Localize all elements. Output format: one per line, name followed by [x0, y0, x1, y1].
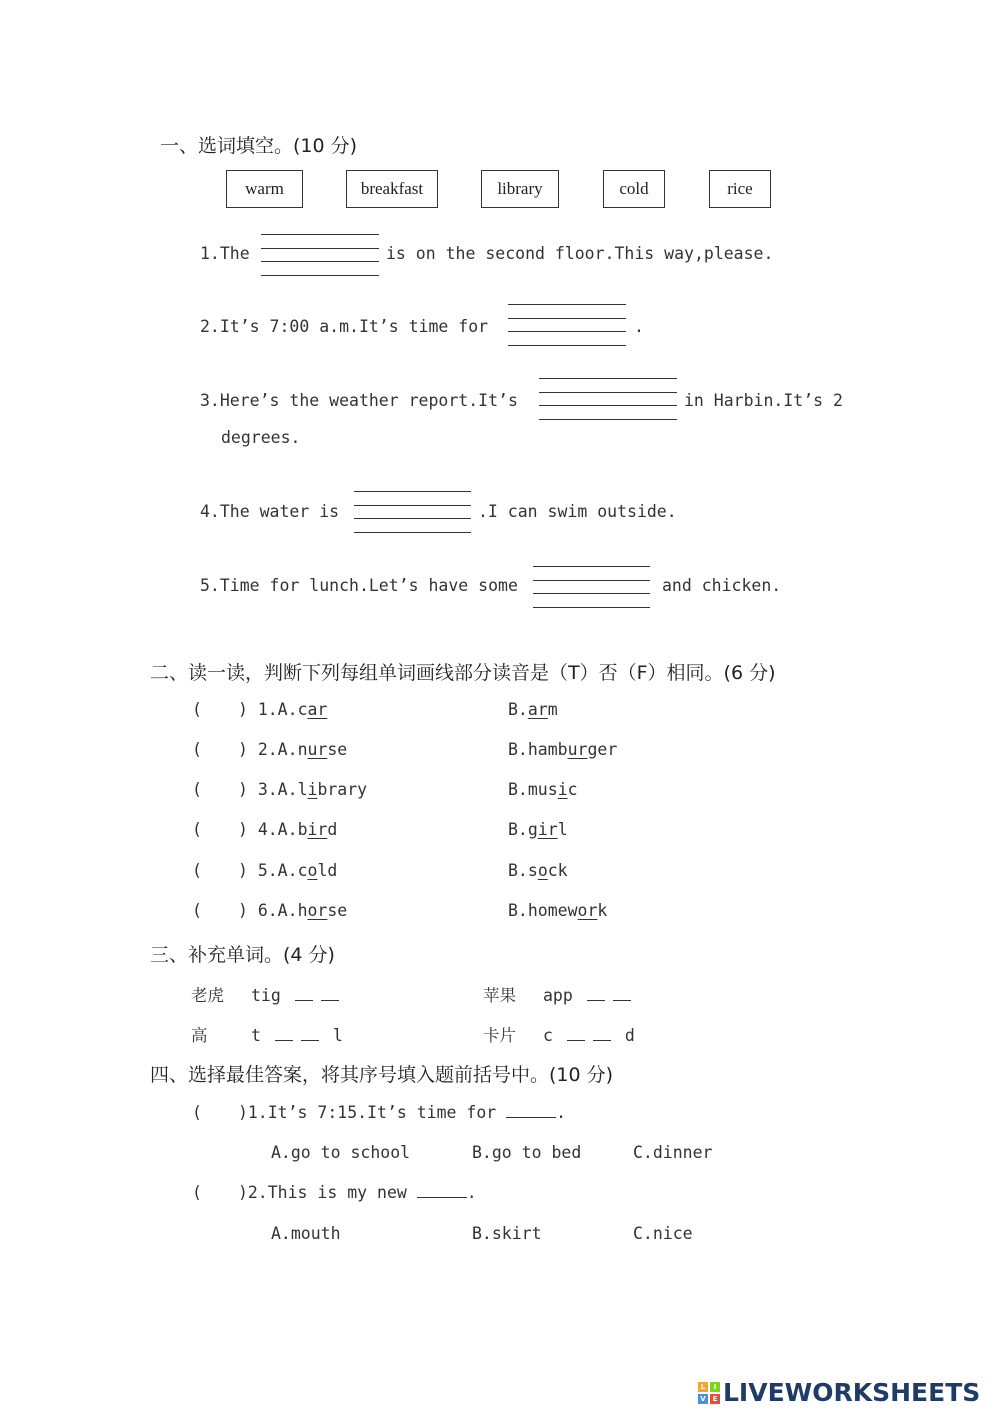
option-b-post: ger [587, 740, 618, 759]
q2-after: . [634, 317, 644, 336]
s3-tiger-blank-1[interactable] [295, 988, 313, 1001]
word-bank-cold[interactable]: cold [603, 170, 665, 208]
option-b-word [508, 820, 568, 839]
word-bank-rice[interactable]: rice [709, 170, 771, 208]
s3-item-apple[interactable] [483, 982, 635, 1006]
logo-icon-cell: V [698, 1394, 708, 1404]
row-paren-open[interactable]: ( [192, 861, 202, 880]
option-b-pre: g [527, 820, 538, 839]
q5-answer-blank[interactable] [533, 566, 650, 608]
option-a-post: ld [317, 861, 338, 880]
option-a-underlined: i [307, 780, 318, 799]
s3-tiger-zh: 老虎 [191, 986, 224, 1005]
option-a-underlined: ar [307, 700, 328, 719]
s3-item-tall[interactable] [191, 1022, 343, 1046]
s4-q2-paren-open[interactable]: ( [192, 1183, 202, 1202]
option-a-underlined: o [307, 861, 318, 880]
s3-tall-blank-2[interactable] [301, 1028, 319, 1041]
option-b-underlined: i [557, 780, 568, 799]
q5-before: 5.Time for lunch.Let’s have some [200, 576, 518, 595]
liveworksheets-logo[interactable] [698, 1378, 980, 1407]
q2-answer-blank[interactable] [508, 304, 626, 346]
word-bank-breakfast[interactable]: breakfast [346, 170, 438, 208]
word-bank-library[interactable]: library [481, 170, 559, 208]
s4-q1 [192, 1103, 566, 1122]
option-b-post: ck [547, 861, 568, 880]
option-b-underlined: o [537, 861, 548, 880]
option-b-word [508, 861, 568, 880]
row-paren-close[interactable]: ) [237, 740, 248, 759]
section4-heading: 四、选择最佳答案，将其序号填入题前括号中。(10 分) [150, 1064, 614, 1086]
row-paren-open[interactable]: ( [192, 740, 202, 759]
row-num: 4.A. [257, 820, 298, 839]
option-b-pre: homew [527, 901, 578, 920]
q5-after: and chicken. [662, 576, 782, 595]
s3-card-blank-1[interactable] [567, 1028, 585, 1041]
logo-icon-cell: L [698, 1382, 708, 1392]
pronunciation-row [192, 901, 347, 920]
s4-q1-paren-open[interactable]: ( [192, 1103, 202, 1122]
s3-card-suffix: d [624, 1026, 635, 1045]
option-a-post: d [327, 820, 338, 839]
option-a-underlined: ur [307, 740, 328, 759]
row-num: 3.A. [257, 780, 298, 799]
s4-q1-text: 1.It’s 7:15.It’s time for [247, 1103, 497, 1122]
q3-answer-blank[interactable] [539, 378, 677, 420]
option-a-post: se [327, 740, 348, 759]
option-b-pre: mus [527, 780, 558, 799]
option-b-word [508, 740, 617, 759]
row-paren-close[interactable]: ) [237, 700, 248, 719]
logo-icon-cell: I [710, 1382, 720, 1392]
option-b-post: m [547, 700, 558, 719]
pronunciation-row [192, 740, 347, 759]
option-a-pre: b [297, 820, 308, 839]
option-b-word [508, 700, 558, 719]
option-a-pre: l [297, 780, 308, 799]
row-num: 6.A. [257, 901, 298, 920]
s4-q1-blank[interactable] [506, 1103, 556, 1118]
option-a-pre: h [297, 901, 308, 920]
row-paren-close[interactable]: ) [237, 861, 248, 880]
pronunciation-row [192, 820, 337, 839]
q1-after: is on the second floor.This way,please. [386, 244, 774, 263]
s4-q1-option-c[interactable]: C.dinner [633, 1143, 713, 1162]
option-b-word [508, 901, 607, 920]
pronunciation-row [192, 861, 337, 880]
option-a-underlined: or [307, 901, 328, 920]
option-b-post: l [557, 820, 568, 839]
option-a-underlined: ir [307, 820, 328, 839]
q3-before: 3.Here’s the weather report.It’s [200, 391, 518, 410]
s4-q2 [192, 1183, 477, 1202]
s4-q2-text: 2.This is my new [247, 1183, 407, 1202]
section1-heading: 一、选词填空。(10 分) [160, 135, 358, 157]
s3-card-blank-2[interactable] [593, 1028, 611, 1041]
s3-card-prefix: c [543, 1026, 553, 1045]
logo-icon-cell: E [710, 1394, 720, 1404]
q1-before: 1.The [200, 244, 250, 263]
row-num: 5.A. [257, 861, 298, 880]
option-b-pre: hamb [527, 740, 568, 759]
option-b-underlined: ar [527, 700, 548, 719]
row-paren-open[interactable]: ( [192, 820, 202, 839]
row-paren-close[interactable]: ) [237, 820, 248, 839]
s4-q2-paren-close[interactable]: ) [237, 1183, 248, 1202]
s3-apple-zh: 苹果 [483, 986, 516, 1005]
q4-after: .I can swim outside. [478, 502, 677, 521]
q3-after: in Harbin.It’s 2 [684, 391, 843, 410]
row-paren-close[interactable]: ) [237, 780, 248, 799]
s3-tall-prefix: t [251, 1026, 261, 1045]
option-b-word [508, 780, 578, 799]
option-a-pre: n [297, 740, 308, 759]
s4-q1-option-a[interactable]: A.go to school [271, 1143, 411, 1162]
q4-before: 4.The water is [200, 502, 340, 521]
option-b-underlined: ir [537, 820, 558, 839]
option-b-underlined: or [577, 901, 598, 920]
liveworksheets-logo-icon [698, 1382, 720, 1404]
row-paren-open[interactable]: ( [192, 700, 202, 719]
s4-q1-paren-close[interactable]: ) [237, 1103, 248, 1122]
row-num: 1.A. [257, 700, 298, 719]
s3-tiger-prefix: tig [251, 986, 281, 1005]
row-paren-open[interactable]: ( [192, 780, 202, 799]
option-b-underlined: ur [567, 740, 588, 759]
s3-item-card[interactable] [483, 1022, 635, 1046]
row-paren-close[interactable]: ) [237, 901, 248, 920]
option-b-label: B. [508, 780, 528, 799]
option-a-word [298, 901, 348, 920]
pronunciation-row [192, 700, 327, 719]
s3-apple-prefix: app [543, 986, 573, 1005]
option-a-word [298, 861, 338, 880]
option-a-word [298, 700, 328, 719]
s4-q2-option-a[interactable]: A.mouth [271, 1224, 341, 1243]
option-b-post: c [567, 780, 578, 799]
s3-apple-blank-1[interactable] [587, 988, 605, 1001]
option-a-post: brary [317, 780, 368, 799]
s3-tall-suffix: l [332, 1026, 343, 1045]
option-b-label: B. [508, 740, 528, 759]
row-paren-open[interactable]: ( [192, 901, 202, 920]
option-b-pre: s [527, 861, 538, 880]
pronunciation-row [192, 780, 367, 799]
word-bank-warm[interactable]: warm [226, 170, 303, 208]
q4-answer-blank[interactable] [354, 491, 471, 533]
option-a-pre: c [297, 861, 308, 880]
s3-tall-zh: 高 [191, 1026, 208, 1045]
option-b-label: B. [508, 901, 528, 920]
option-b-label: B. [508, 700, 528, 719]
s4-q2-blank[interactable] [417, 1183, 467, 1198]
option-a-pre: c [297, 700, 308, 719]
q1-answer-blank[interactable] [261, 234, 379, 276]
option-a-word [298, 740, 348, 759]
section2-heading: 二、读一读，判断下列每组单词画线部分读音是（T）否（F）相同。(6 分) [150, 662, 776, 684]
s4-q2-option-b[interactable]: B.skirt [472, 1224, 542, 1243]
s3-tall-blank-1[interactable] [275, 1028, 293, 1041]
option-a-word [298, 820, 338, 839]
s4-q2-end: . [466, 1183, 477, 1202]
q3-continuation: degrees. [221, 428, 301, 447]
option-b-label: B. [508, 861, 528, 880]
q2-before: 2.It’s 7:00 a.m.It’s time for [200, 317, 489, 336]
s4-q1-option-b[interactable]: B.go to bed [472, 1143, 582, 1162]
s3-tiger-blank-2[interactable] [321, 988, 339, 1001]
s3-item-tiger[interactable] [191, 982, 343, 1006]
s4-q2-option-c[interactable]: C.nice [633, 1224, 693, 1243]
option-b-label: B. [508, 820, 528, 839]
option-a-word [298, 780, 368, 799]
liveworksheets-logo-text: LIVEWORKSHEETS [723, 1378, 981, 1407]
option-b-post: k [597, 901, 608, 920]
s4-q1-end: . [556, 1103, 567, 1122]
s3-apple-blank-2[interactable] [613, 988, 631, 1001]
row-num: 2.A. [257, 740, 298, 759]
section3-heading: 三、补充单词。(4 分) [150, 944, 335, 966]
s3-card-zh: 卡片 [483, 1026, 516, 1045]
option-a-post: se [327, 901, 348, 920]
